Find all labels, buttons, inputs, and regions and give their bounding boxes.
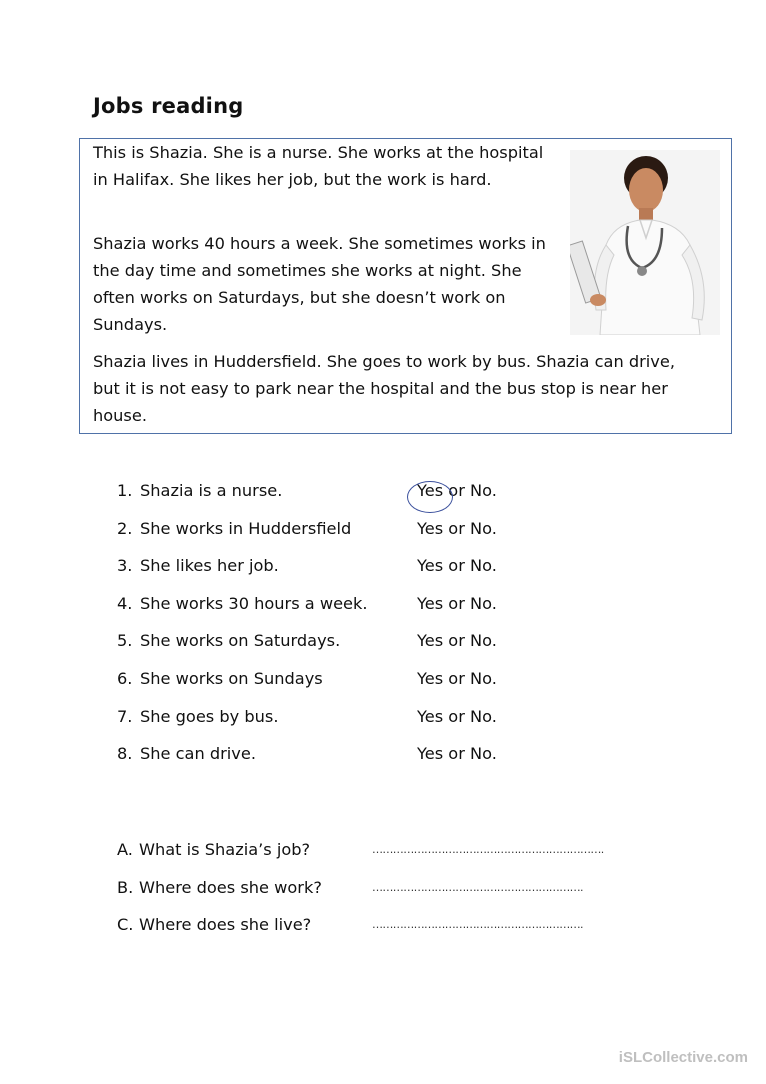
answer-yes[interactable]: Yes bbox=[417, 481, 444, 500]
yes-no-answer[interactable] bbox=[417, 703, 497, 731]
passage-paragraph-1: This is Shazia. She is a nurse. She works at the hospital in Halifax. She likes her job, but the work is hard. bbox=[93, 143, 544, 189]
answer-yes[interactable]: Yes bbox=[417, 706, 444, 726]
answer-or-no[interactable]: or No. bbox=[443, 669, 497, 688]
answer-yes[interactable]: Yes bbox=[417, 744, 444, 764]
open-question-row bbox=[117, 836, 617, 864]
page-title: Jobs reading bbox=[93, 94, 244, 118]
yes-no-answer[interactable] bbox=[417, 552, 497, 580]
answer-yes[interactable]: Yes bbox=[417, 556, 444, 576]
answer-or-no[interactable]: or No. bbox=[443, 631, 497, 651]
open-question-text: Where does she live? bbox=[139, 915, 312, 935]
answer-or-no[interactable]: or No. bbox=[443, 744, 497, 764]
question-text: She works on Sundays bbox=[140, 669, 323, 688]
question-row bbox=[117, 552, 537, 580]
question-number: 8. bbox=[117, 744, 133, 764]
question-number: 2. bbox=[117, 518, 133, 538]
answer-dotted-line[interactable]: ……………………………………………………. bbox=[372, 880, 583, 894]
question-text: She goes by bus. bbox=[140, 706, 279, 726]
question-number: 4. bbox=[117, 593, 133, 613]
question-row bbox=[117, 627, 537, 655]
question-number: 7. bbox=[117, 706, 133, 726]
yes-no-answer[interactable] bbox=[417, 515, 497, 543]
answer-dotted-line[interactable]: ……………………………………………………. bbox=[372, 918, 583, 932]
question-row bbox=[117, 590, 537, 618]
passage-paragraph-3: Shazia lives in Huddersfield. She goes to work by bus. Shazia can drive, but it is not easy to park near the hospital and the bus stop is near her house. bbox=[93, 352, 675, 425]
yes-no-answer[interactable] bbox=[417, 665, 497, 693]
question-text: She works on Saturdays. bbox=[140, 631, 341, 651]
yes-no-answer[interactable] bbox=[417, 740, 497, 768]
question-text: She works in Huddersfield bbox=[140, 518, 352, 538]
question-number: 3. bbox=[117, 556, 133, 576]
question-row bbox=[117, 703, 537, 731]
open-question-letter: B. bbox=[117, 877, 134, 897]
passage-paragraph-2: Shazia works 40 hours a week. She sometimes works in the day time and sometimes she works at night. She often works on Saturdays, but she doesn’t work on Sundays. bbox=[93, 234, 546, 334]
answer-or-no[interactable]: or No. bbox=[443, 556, 497, 576]
question-row bbox=[117, 665, 537, 693]
yes-no-answer[interactable] bbox=[417, 627, 497, 655]
question-text: She can drive. bbox=[140, 744, 256, 764]
nurse-photo bbox=[570, 150, 720, 335]
answer-or-no[interactable]: or No. bbox=[443, 518, 497, 538]
question-row bbox=[117, 515, 537, 543]
open-question-text: What is Shazia’s job? bbox=[139, 840, 311, 859]
answer-dotted-line[interactable]: …………………………………………………………. bbox=[372, 843, 604, 856]
open-question-row bbox=[117, 911, 617, 939]
question-text: Shazia is a nurse. bbox=[140, 481, 283, 500]
question-row bbox=[117, 477, 537, 505]
answer-yes[interactable]: Yes bbox=[417, 518, 444, 538]
open-question-row bbox=[117, 874, 617, 902]
question-row bbox=[117, 740, 537, 768]
watermark: iSLCollective.com bbox=[618, 1049, 748, 1066]
question-number: 6. bbox=[117, 669, 133, 688]
yes-no-answer[interactable] bbox=[417, 477, 497, 505]
open-question-letter: C. bbox=[117, 915, 134, 935]
answer-yes[interactable]: Yes bbox=[417, 669, 444, 688]
open-question-letter: A. bbox=[117, 840, 133, 859]
answer-yes[interactable]: Yes bbox=[417, 631, 444, 651]
answer-or-no[interactable]: or No. bbox=[443, 593, 497, 613]
question-number: 1. bbox=[117, 481, 133, 500]
question-number: 5. bbox=[117, 631, 133, 651]
yes-no-answer[interactable] bbox=[417, 590, 497, 618]
question-text: She likes her job. bbox=[140, 556, 279, 576]
answer-yes[interactable]: Yes bbox=[417, 593, 444, 613]
answer-or-no[interactable]: or No. bbox=[443, 706, 497, 726]
open-question-text: Where does she work? bbox=[139, 877, 322, 897]
answer-or-no[interactable]: or No. bbox=[443, 481, 497, 500]
question-text: She works 30 hours a week. bbox=[140, 593, 368, 613]
